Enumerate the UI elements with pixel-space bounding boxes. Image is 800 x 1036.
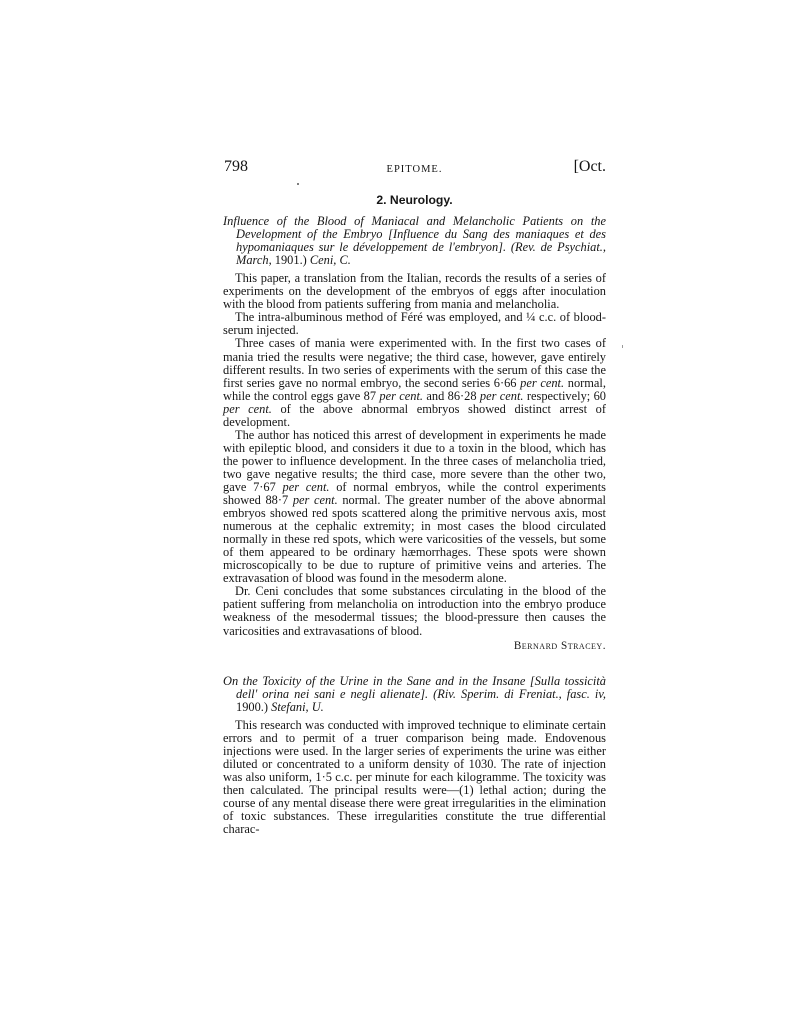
article-source: (Riv. Sperim. di Freniat., fasc. iv,: [433, 686, 606, 701]
page-number: 798: [224, 158, 248, 175]
paragraph: The intra-albuminous method of Féré was employed, and ¼ c.c. of blood-serum injected.: [223, 310, 606, 338]
article-title: On the Toxicity of the Urine in the Sane and in the Insane [Sulla tossicità dell' orina nei sani e negli alienate].: [223, 673, 606, 701]
paragraph: This research was conducted with improved technique to eliminate certain errors and to permit of a truer comparison being made. Endovenous injections were used. In the larger series of experiments the urine was either diluted or concentrated to a uniform density of 1030. The rate of injection was also uniform, 1·5 c.c. per minute for each kilogramme. The toxicity was then calculated. The principal results were—(1) lethal action; during the course of any mental disease there were great irregularities in the elimination of toxic substances. These irregularities constitute the true differential charac-: [223, 717, 606, 837]
article-ceni: [223, 215, 606, 653]
article-citation: [223, 675, 606, 714]
article-title: Influence of the Blood of Maniacal and Melancholic Patients on the Development of the Embryo [Influence du Sang des maniaques et des hypomaniaques sur le développement de l'embryon].: [223, 214, 606, 255]
paragraph: This paper, a translation from the Italian, records the results of a series of experiments on the development of the embryos of eggs after inoculation with the blood from patients suffering from mania and melancholia.: [223, 271, 606, 312]
article-author: Ceni, C.: [309, 253, 351, 268]
page-content: [223, 160, 606, 836]
paragraph: Three cases of mania were experimented with. In the first two cases of mania tried the results were negative; the third case, however, gave entirely different results. In two series of experiments with the serum of this case the first series gave no normal embryo, the second series 6·66 per cent. normal, while the control eggs gave 87 per cent. and 86·28 per cent. respectively; 60 per cent. of the above abnormal embryos showed distinct arrest of development.: [223, 336, 606, 429]
section-title: 2. Neurology.: [376, 193, 453, 207]
margin-mark: [622, 345, 623, 348]
article-citation: [223, 215, 606, 267]
article-source: (Rev. de Psychiat., March,: [236, 240, 606, 268]
article-year: 1900.): [236, 699, 269, 714]
running-month: [Oct.: [573, 158, 606, 175]
paragraph: Dr. Ceni concludes that some substances circulating in the blood of the patient suffering from melancholia on introduction into the embryo produce weakness of the mesodermal tissues; the blood-pressure then causes the varicosities and extravasations of blood.: [223, 584, 606, 638]
article-author: Stefani, U.: [271, 699, 324, 714]
running-title: EPITOME.: [386, 164, 443, 175]
page-header: [223, 160, 606, 180]
article-year: 1901.): [274, 253, 307, 268]
article-stefani: [223, 675, 606, 837]
paragraph: The author has noticed this arrest of development in experiments he made with epileptic blood, and considers it due to a toxin in the blood, which has the power to influence development. In the three cases of melancholia tried, two gave negative results; the third case, more severe than the other two, gave 7·67 per cent. of normal embryos, while the control experiments showed 88·7 per cent. normal. The greater number of the above abnormal embryos showed red spots scattered along the primitive nervous axis, most numerous at the cephalic extremity; in most cases the blood circulated normally in these red spots, which were varicosities of the vessels, but some of them appeared to be ordinary hæmorrhages. These spots were shown microscopically to be due to rupture of primitive veins and arteries. The extravasation of blood was found in the mesoderm alone.: [223, 427, 606, 586]
signature: Bernard Stracey.: [513, 639, 606, 652]
